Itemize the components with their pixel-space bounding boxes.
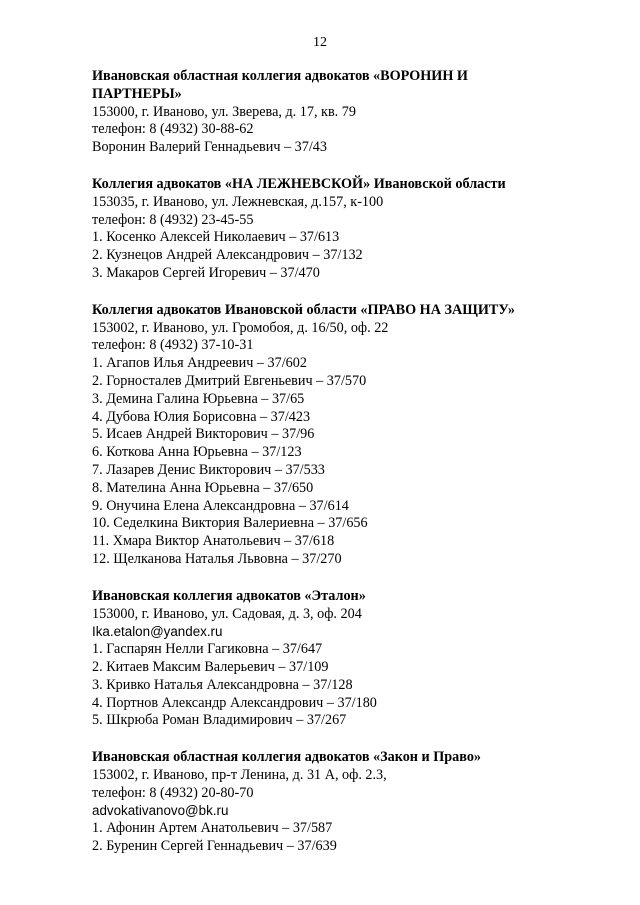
list-item: 6. Коткова Анна Юрьевна – 37/123 <box>92 444 302 461</box>
list-item: 3. Макаров Сергей Игоревич – 37/470 <box>92 264 320 281</box>
section-address: 153002, г. Иваново, ул. Громобоя, д. 16/50, оф. 22 <box>92 319 389 336</box>
list-item: Воронин Валерий Геннадьевич – 37/43 <box>92 139 327 156</box>
section-email: Ika.etalon@yandex.ru <box>92 624 223 640</box>
section-address: 153002, г. Иваново, пр-т Ленина, д. 31 А, оф. 2.3, <box>92 766 387 783</box>
section-phone: телефон: 8 (4932) 23-45-55 <box>92 211 254 228</box>
list-item: 2. Китаев Максим Валерьевич – 37/109 <box>92 658 329 675</box>
section-title: Ивановская коллегия адвокатов «Эталон» <box>92 587 366 604</box>
list-item: 11. Хмара Виктор Анатольевич – 37/618 <box>92 533 335 550</box>
list-item: 1. Косенко Алексей Николаевич – 37/613 <box>92 229 340 246</box>
list-item: 3. Демина Галина Юрьевна – 37/65 <box>92 390 305 407</box>
list-item: 2. Кузнецов Андрей Александрович – 37/132 <box>92 247 363 264</box>
section-email: advokativanovo@bk.ru <box>92 803 229 819</box>
bar-association-pravo-na-zashchitu <box>92 302 592 569</box>
bar-association-zakon-i-pravo <box>92 749 592 856</box>
list-item: 8. Мателина Анна Юрьевна – 37/650 <box>92 479 314 496</box>
section-title: Ивановская областная коллегия адвокатов «Закон и Право» <box>92 749 482 766</box>
bar-association-etalon <box>92 588 592 730</box>
list-item: 1. Афонин Артем Анатольевич – 37/587 <box>92 820 333 837</box>
section-phone: телефон: 8 (4932) 20-80-70 <box>92 784 254 801</box>
section-title: Коллегия адвокатов Ивановской области «ПРАВО НА ЗАЩИТУ» <box>92 301 515 318</box>
list-item: 12. Щелканова Наталья Львовна – 37/270 <box>92 550 342 567</box>
section-address: 153000, г. Иваново, ул. Садовая, д. 3, оф. 204 <box>92 605 362 622</box>
section-address: 153000, г. Иваново, ул. Зверева, д. 17, кв. 79 <box>92 103 356 120</box>
list-item: 5. Шкрюба Роман Владимирович – 37/267 <box>92 712 347 729</box>
list-item: 1. Агапов Илья Андреевич – 37/602 <box>92 355 307 372</box>
section-address: 153035, г. Иваново, ул. Лежневская, д.157, к-100 <box>92 193 384 210</box>
list-item: 9. Онучина Елена Александровна – 37/614 <box>92 497 349 514</box>
list-item: 2. Горносталев Дмитрий Евгеньевич – 37/570 <box>92 372 367 389</box>
bar-association-voronin <box>92 68 592 157</box>
list-item: 3. Кривко Наталья Александровна – 37/128 <box>92 676 353 693</box>
section-phone: телефон: 8 (4932) 37-10-31 <box>92 337 254 354</box>
page-number: 12 <box>313 35 327 50</box>
list-item: 4. Дубова Юлия Борисовна – 37/423 <box>92 408 311 425</box>
section-title: Коллегия адвокатов «НА ЛЕЖНЕВСКОЙ» Ивановской области <box>92 175 506 192</box>
list-item: 1. Гаспарян Нелли Гагиковна – 37/647 <box>92 641 323 658</box>
list-item: 2. Буренин Сергей Геннадьевич – 37/639 <box>92 838 337 855</box>
section-title: Ивановская областная коллегия адвокатов «ВОРОНИН И ПАРТНЕРЫ» <box>92 68 468 102</box>
list-item: 7. Лазарев Денис Викторович – 37/533 <box>92 461 325 478</box>
list-item: 10. Седелкина Виктория Валериевна – 37/656 <box>92 515 368 532</box>
list-item: 5. Исаев Андрей Викторович – 37/96 <box>92 426 315 443</box>
list-item: 4. Портнов Александр Александрович – 37/180 <box>92 694 377 711</box>
document-body <box>92 68 592 875</box>
section-phone: телефон: 8 (4932) 30-88-62 <box>92 121 254 138</box>
bar-association-na-lezhnevskoy <box>92 176 592 283</box>
